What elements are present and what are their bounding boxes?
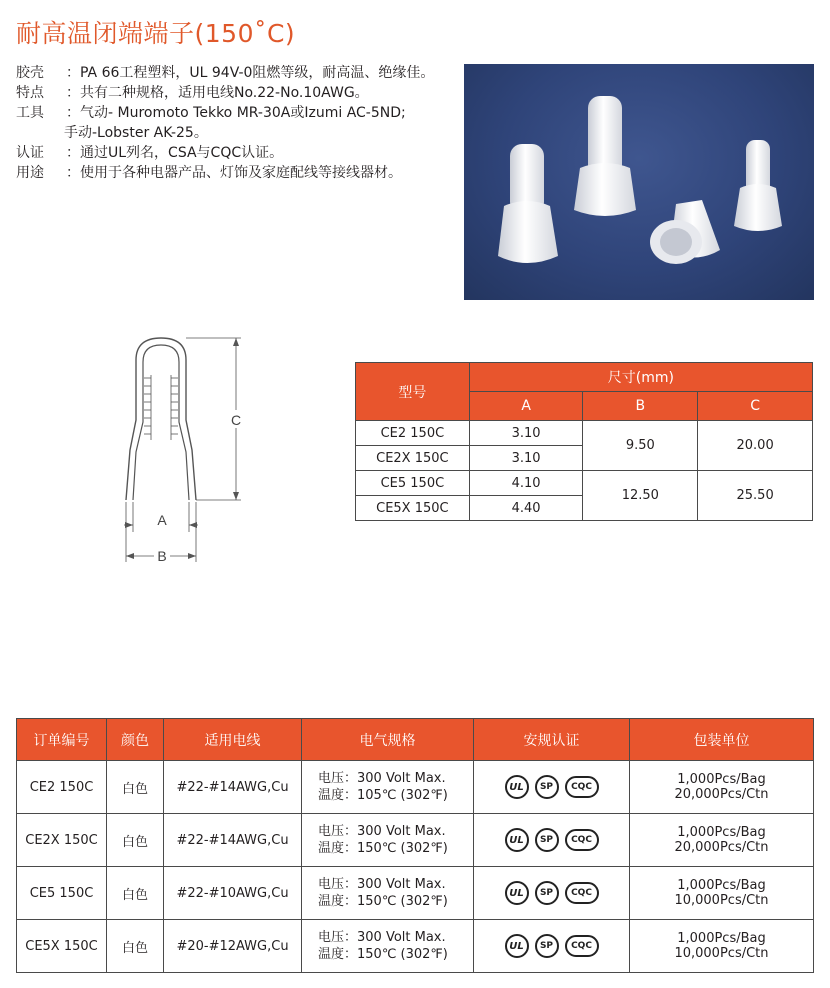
connector-lying	[650, 200, 720, 264]
cell-wire: #22-#14AWG,Cu	[164, 814, 302, 867]
cell-a: 4.40	[469, 496, 583, 521]
spec-row-feature	[16, 83, 456, 103]
cqc-logo-icon: CQC	[565, 776, 599, 798]
spec-separator: ：	[66, 65, 80, 81]
spec-label: 工具	[16, 105, 44, 121]
connector-right	[734, 140, 782, 231]
cell-wire: #22-#10AWG,Cu	[164, 867, 302, 920]
cell-electrical	[302, 814, 474, 867]
header-electrical: 电气规格	[302, 719, 474, 761]
header-col-b: B	[583, 392, 698, 421]
connector-center	[574, 96, 636, 216]
cell-model: CE5X 150C	[356, 496, 470, 521]
spec-label: 胶壳	[16, 65, 44, 81]
pack-bag: 1,000Pcs/Bag	[677, 772, 766, 787]
pack-bag: 1,000Pcs/Bag	[677, 931, 766, 946]
spec-row-usage	[16, 163, 456, 183]
cell-model: CE5 150C	[356, 471, 470, 496]
order-table	[16, 718, 814, 973]
cell-model: CE2 150C	[356, 421, 470, 446]
dimension-label-a: A	[157, 512, 167, 528]
spec-label: 认证	[16, 145, 44, 161]
spec-row-tool	[16, 103, 456, 123]
pack-bag: 1,000Pcs/Bag	[677, 878, 766, 893]
cell-order-code: CE2 150C	[17, 761, 107, 814]
cell-packing	[630, 920, 814, 973]
cell-electrical	[302, 867, 474, 920]
cell-electrical	[302, 761, 474, 814]
dimension-drawing	[106, 330, 256, 574]
spec-text: 通过UL列名，CSA与CQC认证。	[80, 145, 284, 161]
connector-outline-drawing	[106, 330, 256, 570]
cell-b: 9.50	[583, 421, 698, 471]
pack-carton: 10,000Pcs/Ctn	[674, 946, 769, 961]
dimension-label-c: C	[230, 412, 242, 428]
spec-separator: ：	[66, 105, 80, 121]
cell-a: 3.10	[469, 421, 583, 446]
cell-b: 12.50	[583, 471, 698, 521]
header-order-code: 订单编号	[17, 719, 107, 761]
voltage-text: 电压：300 Volt Max.	[318, 877, 446, 892]
header-packing: 包装单位	[630, 719, 814, 761]
csa-logo-icon: SP	[535, 934, 559, 958]
spec-row-tool-manual: 手动-Lobster AK-25。	[64, 125, 208, 141]
csa-logo-icon: SP	[535, 881, 559, 905]
product-photo	[464, 64, 814, 300]
table-row	[17, 867, 814, 920]
cell-wire: #22-#14AWG,Cu	[164, 761, 302, 814]
cell-order-code: CE2X 150C	[17, 814, 107, 867]
cell-color: 白色	[107, 761, 164, 814]
table-row	[356, 471, 813, 496]
temperature-text: 温度：150℃ (302℉)	[318, 894, 448, 909]
cell-color: 白色	[107, 814, 164, 867]
csa-logo-icon: SP	[535, 828, 559, 852]
cell-c: 20.00	[698, 421, 813, 471]
pack-carton: 20,000Pcs/Ctn	[674, 787, 769, 802]
cell-certification	[474, 867, 630, 920]
cqc-logo-icon: CQC	[565, 882, 599, 904]
pack-bag: 1,000Pcs/Bag	[677, 825, 766, 840]
voltage-text: 电压：300 Volt Max.	[318, 824, 446, 839]
cell-electrical	[302, 920, 474, 973]
cell-packing	[630, 814, 814, 867]
cell-wire: #20-#12AWG,Cu	[164, 920, 302, 973]
spec-separator: ：	[66, 165, 80, 181]
header-wire: 适用电线	[164, 719, 302, 761]
cell-color: 白色	[107, 920, 164, 973]
cqc-logo-icon: CQC	[565, 935, 599, 957]
cell-a: 3.10	[469, 446, 583, 471]
closed-end-connector-photo	[464, 64, 814, 300]
ul-logo-icon: UL	[505, 881, 529, 905]
dimension-label-b: B	[157, 548, 167, 564]
ul-logo-icon: UL	[505, 934, 529, 958]
ul-logo-icon: UL	[505, 828, 529, 852]
spec-text: 气动- Muromoto Tekko MR-30A或Izumi AC-5ND;	[80, 105, 406, 121]
temperature-text: 温度：150℃ (302℉)	[318, 947, 448, 962]
cell-order-code: CE5X 150C	[17, 920, 107, 973]
header-model: 型号	[356, 363, 470, 421]
cell-certification	[474, 920, 630, 973]
page-title: 耐高温闭端端子(150˚C)	[16, 19, 296, 48]
table-row	[356, 421, 813, 446]
cell-certification	[474, 761, 630, 814]
cell-packing	[630, 867, 814, 920]
cqc-logo-icon: CQC	[565, 829, 599, 851]
pack-carton: 10,000Pcs/Ctn	[674, 893, 769, 908]
temperature-text: 温度：150℃ (302℉)	[318, 841, 448, 856]
header-certification: 安规认证	[474, 719, 630, 761]
table-row	[17, 920, 814, 973]
spec-list	[16, 63, 456, 183]
spec-separator: ：	[66, 85, 80, 101]
voltage-text: 电压：300 Volt Max.	[318, 930, 446, 945]
spec-text: 共有二种规格，适用电线No.22-No.10AWG。	[80, 85, 369, 101]
cell-model: CE2X 150C	[356, 446, 470, 471]
spec-row-shell	[16, 63, 456, 83]
cell-color: 白色	[107, 867, 164, 920]
header-color: 颜色	[107, 719, 164, 761]
header-col-c: C	[698, 392, 813, 421]
cell-packing	[630, 761, 814, 814]
cell-c: 25.50	[698, 471, 813, 521]
spec-label: 用途	[16, 165, 44, 181]
csa-logo-icon: SP	[535, 775, 559, 799]
header-col-a: A	[469, 392, 583, 421]
temperature-text: 温度：105℃ (302℉)	[318, 788, 448, 803]
spec-text: PA 66工程塑料，UL 94V-0阻燃等级，耐高温、绝缘佳。	[80, 65, 435, 81]
connector-left	[498, 144, 558, 263]
voltage-text: 电压：300 Volt Max.	[318, 771, 446, 786]
spec-row-certification	[16, 143, 456, 163]
table-row	[17, 761, 814, 814]
header-size: 尺寸(mm)	[469, 363, 812, 392]
spec-label: 特点	[16, 85, 44, 101]
spec-text: 使用于各种电器产品、灯饰及家庭配线等接线器材。	[80, 165, 402, 181]
cell-a: 4.10	[469, 471, 583, 496]
table-row	[17, 814, 814, 867]
cell-order-code: CE5 150C	[17, 867, 107, 920]
ul-logo-icon: UL	[505, 775, 529, 799]
cell-certification	[474, 814, 630, 867]
dimension-table	[355, 362, 813, 521]
pack-carton: 20,000Pcs/Ctn	[674, 840, 769, 855]
spec-separator: ：	[66, 145, 80, 161]
